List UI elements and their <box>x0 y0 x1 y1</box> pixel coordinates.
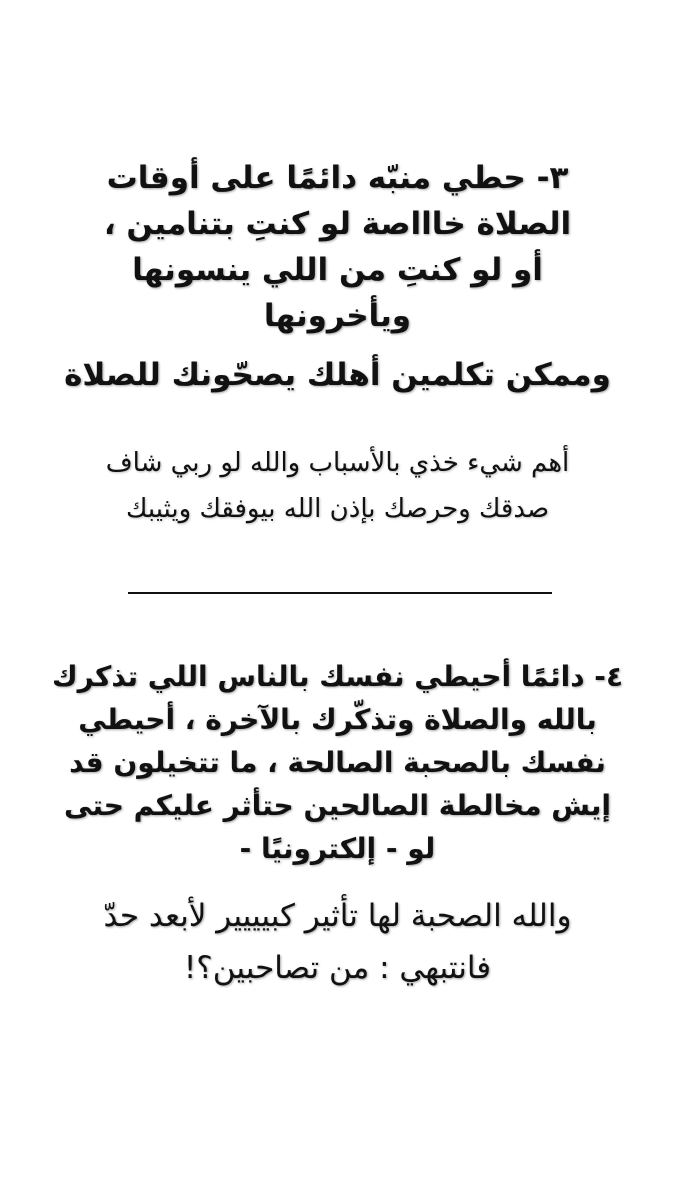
tip-line: صدقك وحرصك بإذن الله بيوفقك ويثيبك <box>125 494 550 524</box>
section-4-line: بالله والصلاة وتذكّرك بالآخرة ، أحيطي <box>78 703 597 736</box>
section-4-extra-line: والله الصحبة لها تأثير كبيييير لأبعد حدّ <box>103 898 572 934</box>
section-3-line: الصلاة خاااصة لو كنتِ بتنامين ، <box>103 206 572 242</box>
section-3-line: أو لو كنتِ من اللي ينسونها <box>132 252 543 288</box>
tip-paragraph <box>30 440 645 532</box>
section-4-extra <box>30 890 645 994</box>
section-3-heading <box>30 155 645 339</box>
section-4-extra-line: فانتبهي : من تصاحبين؟! <box>183 950 492 986</box>
section-4-line: إيش مخالطة الصالحين حتأثر عليكم حتى <box>64 789 611 822</box>
section-4-line: ٤- دائمًا أحيطي نفسك بالناس اللي تذكرك <box>51 660 624 693</box>
section-4-line: لو - إلكترونيًا - <box>239 832 436 865</box>
section-4-heading <box>30 655 645 870</box>
section-divider <box>128 592 552 594</box>
section-4-line: نفسك بالصحبة الصالحة ، ما تتخيلون قد <box>69 746 606 779</box>
section-3-extra <box>30 352 645 398</box>
section-3-extra-line: وممكن تكلمين أهلك يصحّونك للصلاة <box>64 357 611 393</box>
section-3-line: ٣- حطي منبّه دائمًا على أوقات <box>106 160 569 196</box>
section-3-line: ويأخرونها <box>263 298 412 334</box>
tip-line: أهم شيء خذي بالأسباب والله لو ربي شاف <box>105 448 570 478</box>
